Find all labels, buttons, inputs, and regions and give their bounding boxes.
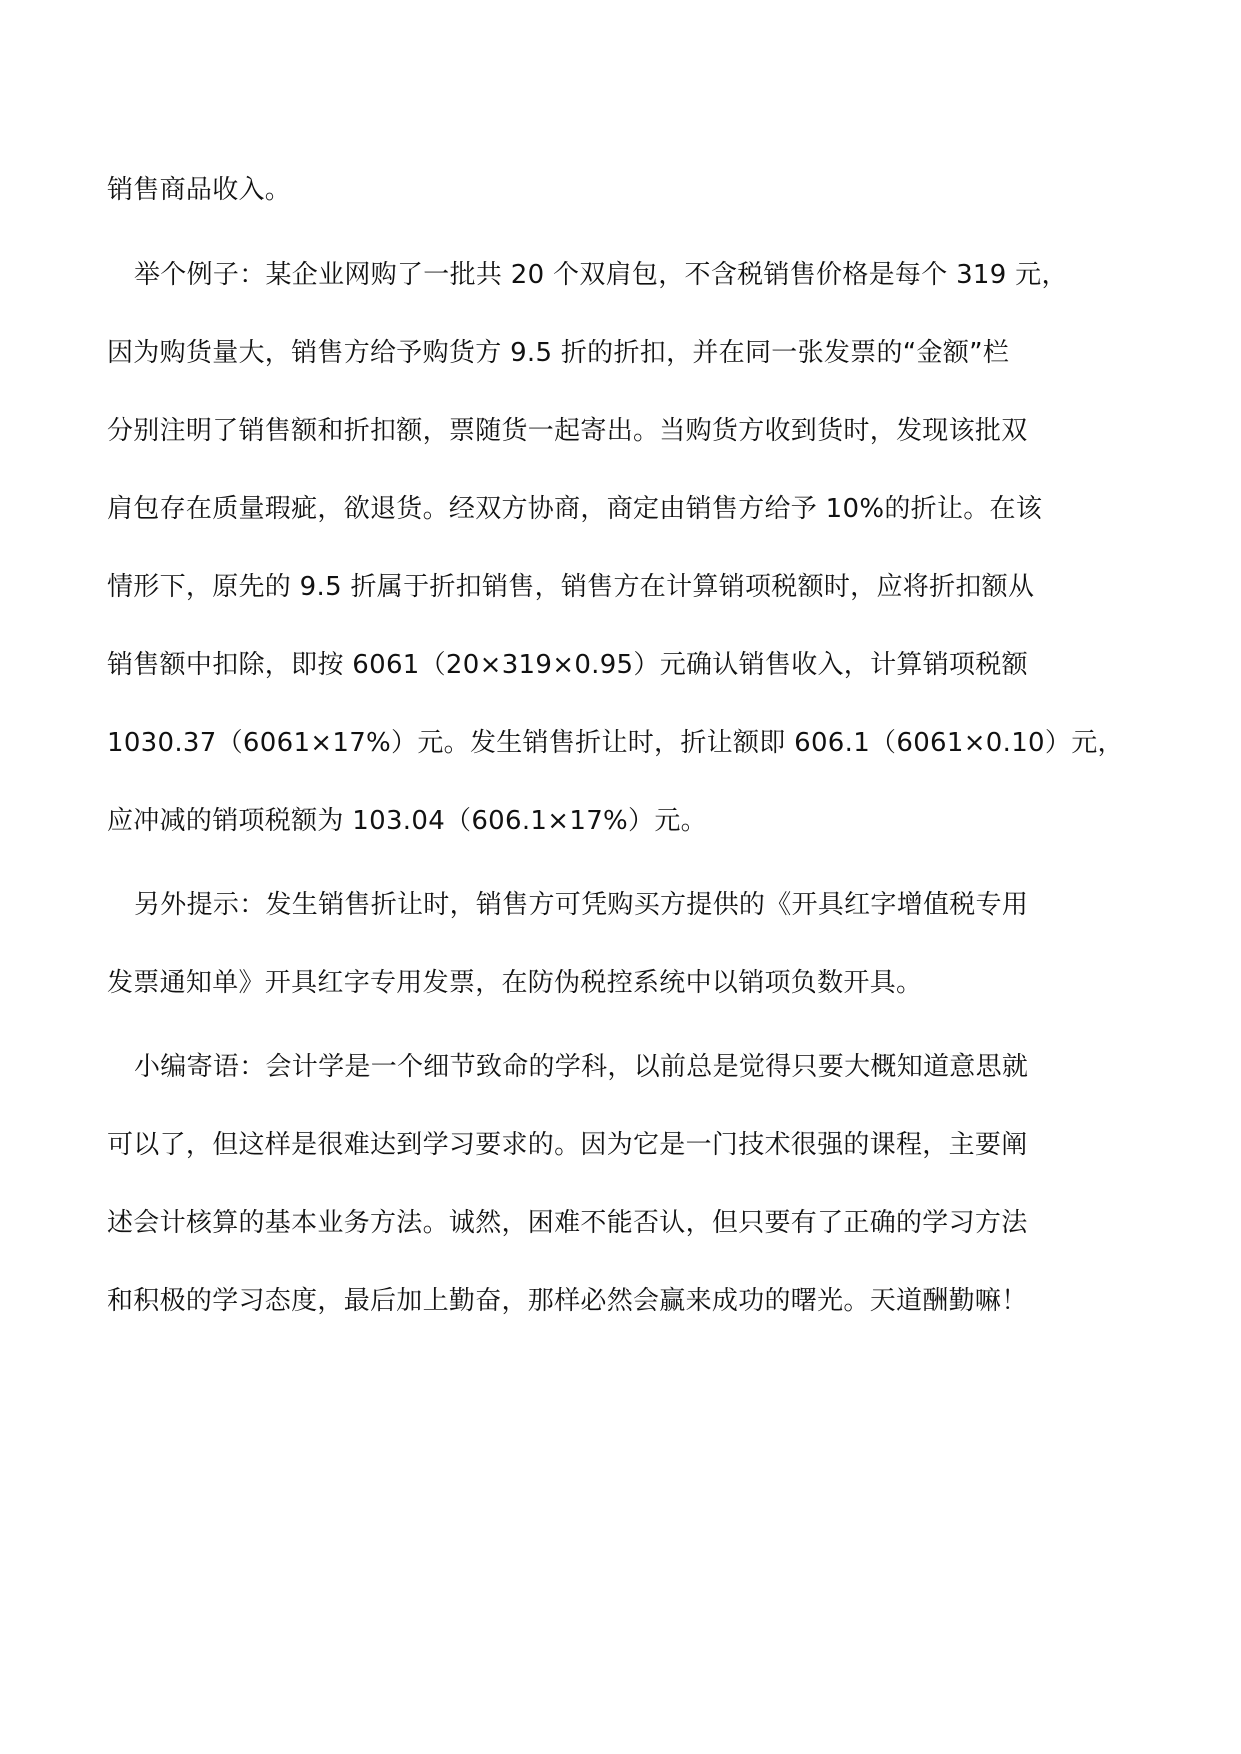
text-line-5: 肩包存在质量瑕疵，欲退货。经双方协商，商定由销售方给予 10%的折让。在该 bbox=[107, 494, 1043, 524]
text-line-11: 发票通知单》开具红字专用发票，在防伪税控系统中以销项负数开具。 bbox=[107, 968, 923, 998]
text-line-2: 举个例子：某企业网购了一批共 20 个双肩包，不含税销售价格是每个 319 元， bbox=[134, 260, 1068, 290]
text-line-9: 应冲减的销项税额为 103.04（606.1×17%）元。 bbox=[107, 806, 707, 836]
text-line-13: 可以了，但这样是很难达到学习要求的。因为它是一门技术很强的课程，主要阐 bbox=[107, 1130, 1028, 1160]
text-line-14: 述会计核算的基本业务方法。诚然，困难不能否认，但只要有了正确的学习方法 bbox=[107, 1208, 1028, 1238]
text-line-1: 销售商品收入。 bbox=[107, 175, 292, 205]
text-line-6: 情形下，原先的 9.5 折属于折扣销售，销售方在计算销项税额时，应将折扣额从 bbox=[107, 572, 1035, 602]
text-line-15: 和积极的学习态度，最后加上勤奋，那样必然会赢来成功的曙光。天道酬勤嘛！ bbox=[107, 1286, 1028, 1316]
text-line-4: 分别注明了销售额和折扣额，票随货一起寄出。当购货方收到货时，发现该批双 bbox=[107, 416, 1028, 446]
text-line-7: 销售额中扣除，即按 6061（20×319×0.95）元确认销售收入，计算销项税额 bbox=[107, 650, 1028, 680]
text-line-10: 另外提示：发生销售折让时，销售方可凭购买方提供的《开具红字增值税专用 bbox=[134, 890, 1029, 920]
text-line-12: 小编寄语：会计学是一个细节致命的学科，以前总是觉得只要大概知道意思就 bbox=[134, 1052, 1029, 1082]
text-line-3: 因为购货量大，销售方给予购货方 9.5 折的折扣，并在同一张发票的“金额”栏 bbox=[107, 338, 1010, 368]
text-line-8: 1030.37（6061×17%）元。发生销售折让时，折让额即 606.1（6061×0.10）元， bbox=[107, 728, 1124, 758]
